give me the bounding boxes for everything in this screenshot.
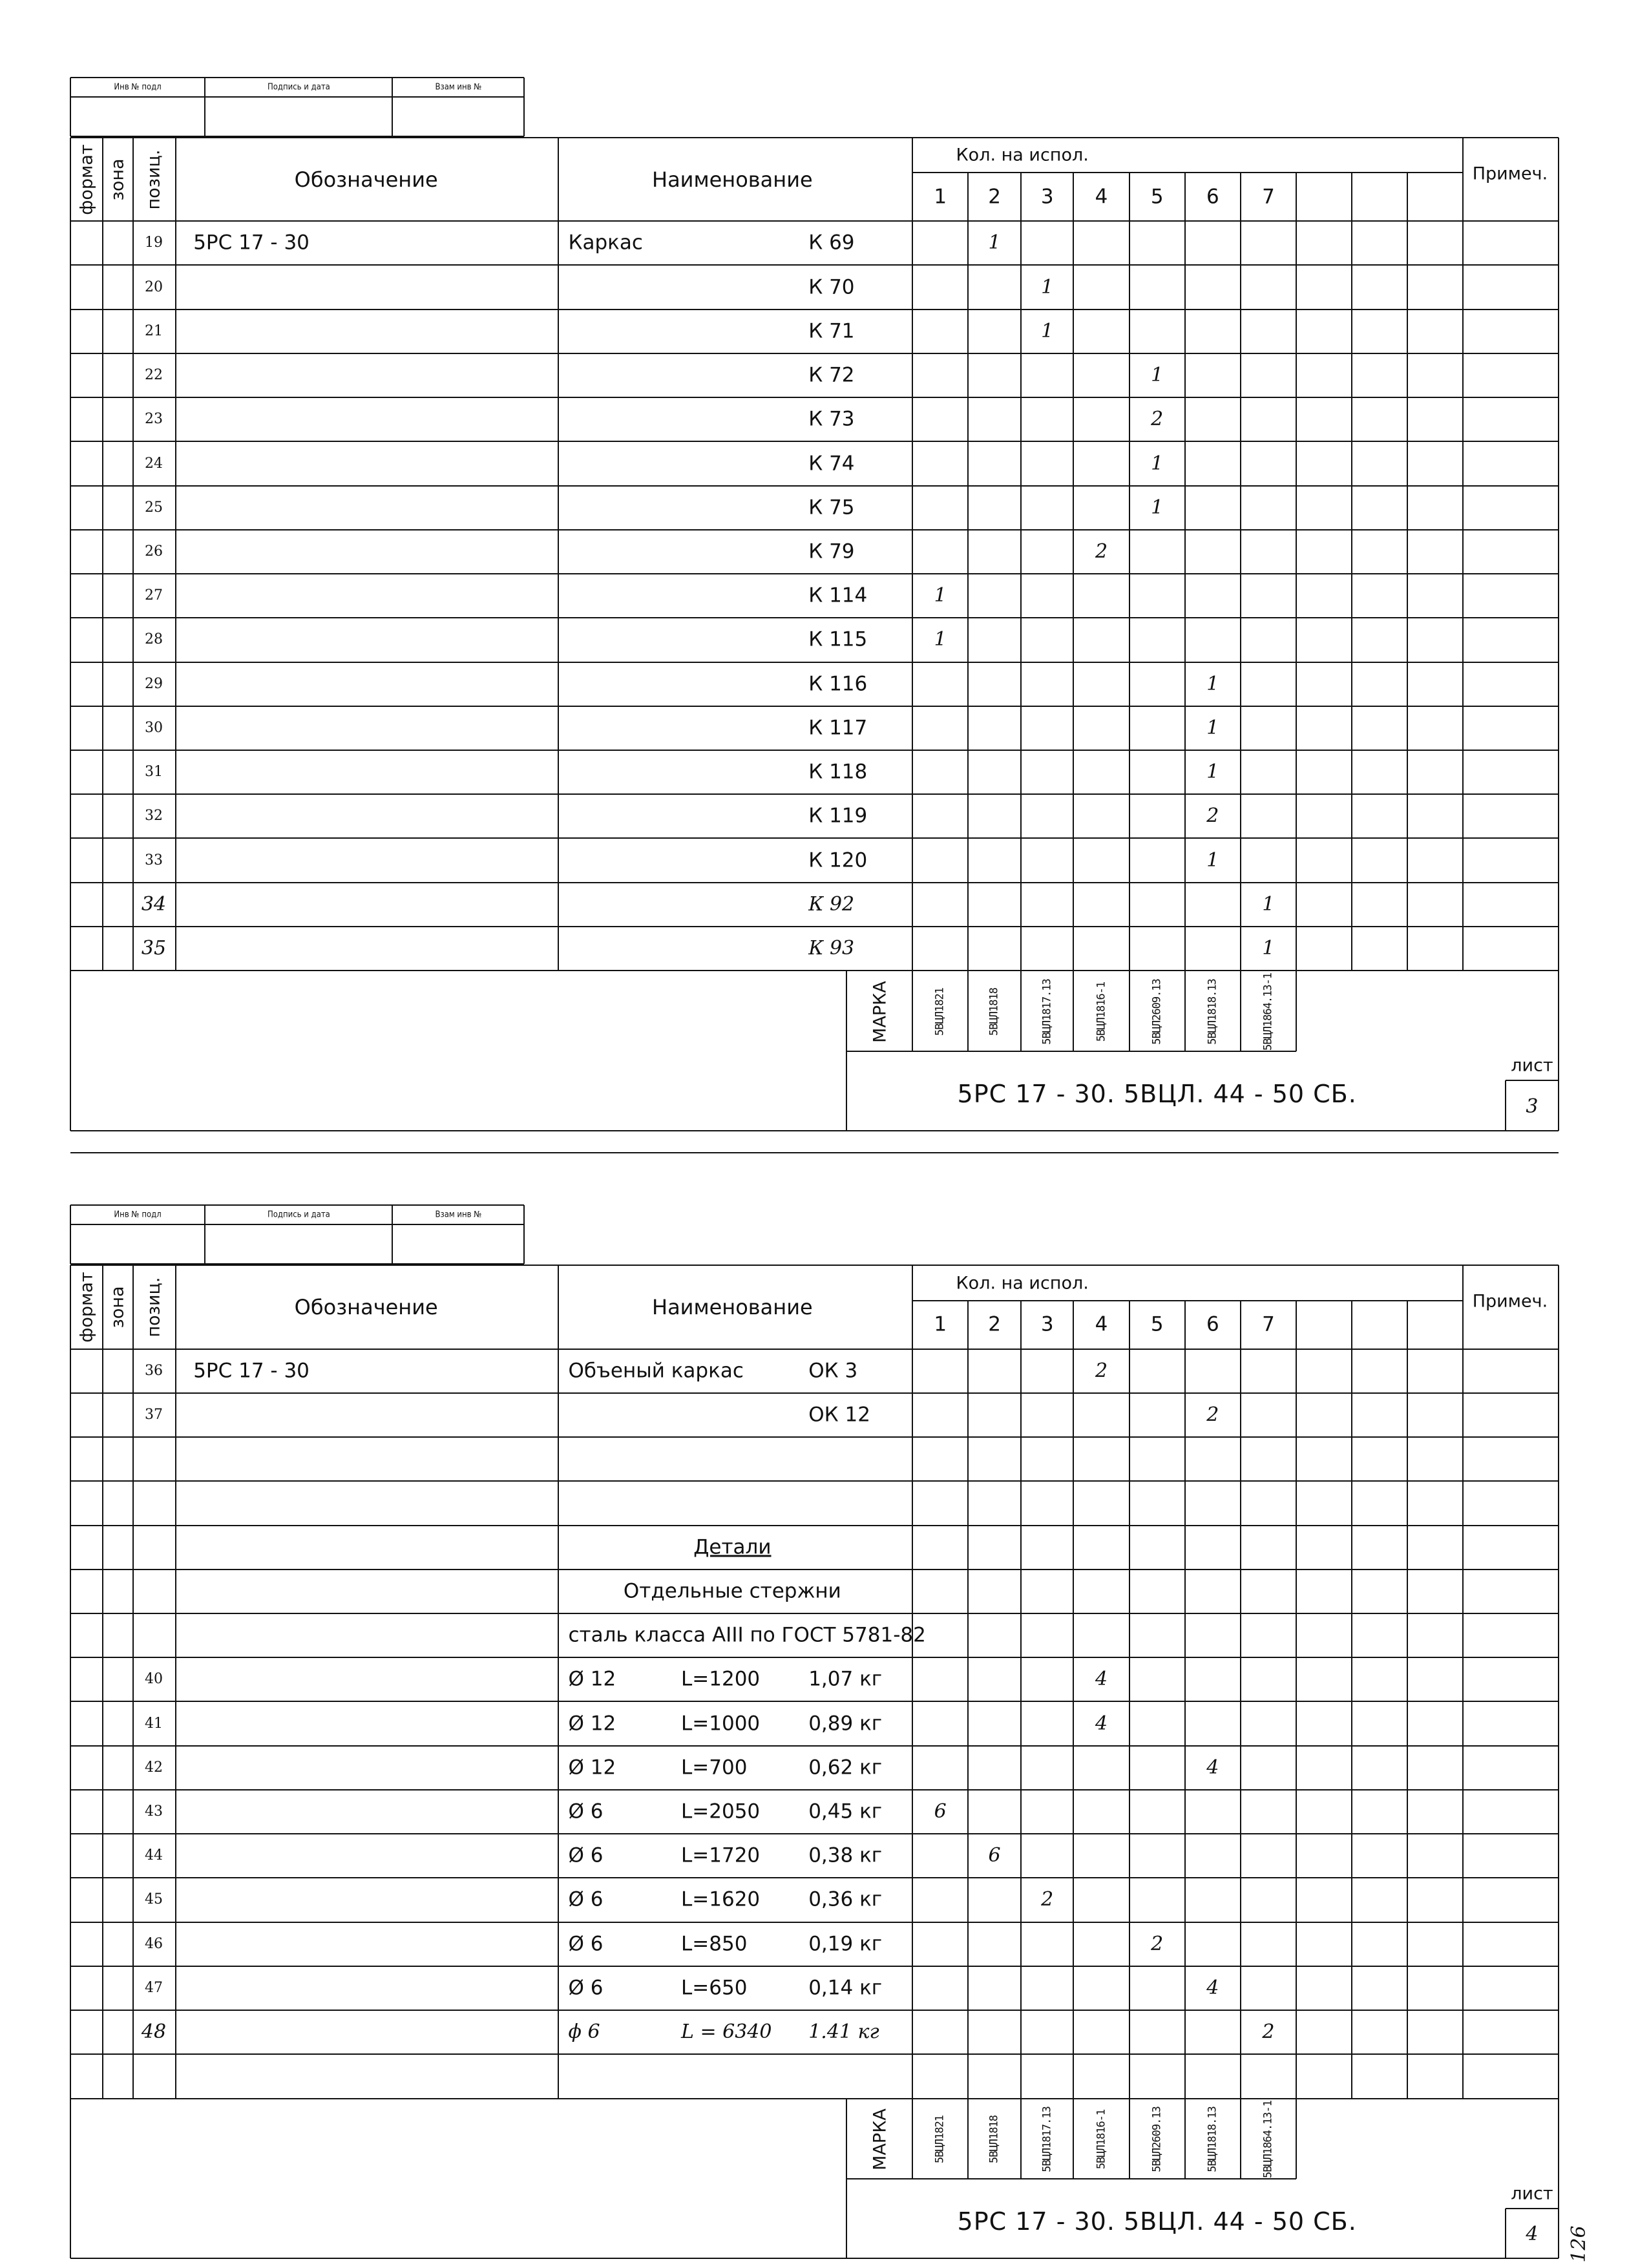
mark-cell: ОК 12 [808, 1403, 870, 1427]
position-number: 35 [141, 937, 167, 960]
position-number: 48 [141, 2021, 167, 2044]
bar-length: L=1200 [681, 1667, 761, 1691]
sheet-label: лист [1511, 1055, 1553, 1076]
position-number: 40 [145, 1671, 163, 1688]
rule-line [1073, 2099, 1074, 2179]
rule-line [70, 78, 71, 136]
section-heading: Отдельные стержни [623, 1579, 841, 1603]
header-designation: Обозначение [294, 1295, 438, 1320]
rule-line [204, 78, 205, 136]
version-mark: 5ВЦЛ1818.13 [1206, 978, 1219, 1045]
name-cell: Каркас [568, 231, 643, 255]
header-version-3: 3 [1040, 185, 1054, 209]
rule-line [70, 2258, 1559, 2259]
qty-version-3: 1 [1041, 319, 1054, 342]
rule-line [558, 1265, 559, 2098]
header-name: Наименование [652, 1295, 813, 1320]
mark-cell: К 116 [808, 672, 868, 696]
position-number: 24 [145, 455, 163, 472]
version-mark: 5ВЦЛ1821 [933, 2116, 947, 2163]
version-mark: 5ВЦЛ1821 [933, 987, 947, 1036]
position-number: 37 [145, 1406, 163, 1423]
version-mark: 5ВЦЛ1816-1 [1095, 982, 1108, 1042]
bar-diameter: Ø 12 [568, 1712, 616, 1736]
rule-line [558, 138, 559, 971]
rule-line [70, 1833, 1559, 1834]
position-number: 23 [145, 411, 163, 428]
rule-line [70, 617, 1559, 618]
rule-line [70, 137, 1559, 138]
bar-diameter: Ø 6 [568, 1800, 604, 1823]
qty-version-6: 1 [1206, 761, 1219, 784]
version-mark: 5ВЦЛ1864.13-1 [1261, 972, 1275, 1051]
qty-version-6: 4 [1206, 1976, 1219, 1999]
rule-line [70, 662, 1559, 663]
rule-line [70, 1130, 1559, 1131]
marka-label: МАРКА [870, 980, 890, 1043]
rule-line [70, 96, 525, 98]
rule-line [1296, 1301, 1297, 2099]
header-version-5: 5 [1150, 1312, 1164, 1336]
bar-diameter: Ø 6 [568, 1932, 604, 1956]
rule-line [70, 1392, 1559, 1394]
position-number: 47 [145, 1979, 163, 1996]
qty-version-5: 2 [1151, 1932, 1164, 1955]
bar-length: L=850 [681, 1932, 748, 1956]
qty-version-6: 1 [1206, 716, 1219, 739]
rule-line [1073, 971, 1074, 1051]
header-version-4: 4 [1095, 1312, 1108, 1336]
position-number: 28 [145, 631, 163, 648]
header-name: Наименование [652, 167, 813, 192]
header-version-6: 6 [1206, 185, 1219, 209]
rule-line [175, 138, 176, 971]
mark-cell: К 93 [808, 937, 855, 960]
bar-length: L=1720 [681, 1843, 761, 1867]
mark-cell: К 120 [808, 848, 868, 872]
rule-line [70, 926, 1559, 927]
rule-line [70, 485, 1559, 487]
header-version-7: 7 [1262, 1312, 1275, 1336]
rule-line [912, 1265, 913, 2098]
rule-line [70, 793, 1559, 795]
rule-line [70, 1480, 1559, 1482]
bar-diameter: Ø 12 [568, 1667, 616, 1691]
bar-mass: 0,19 кг [808, 1932, 883, 1956]
header-notes: Примеч. [1472, 1291, 1548, 1312]
qty-version-2: 6 [988, 1844, 1001, 1867]
rule-line [70, 1436, 1559, 1438]
rule-line [70, 264, 1559, 266]
rule-line [70, 837, 1559, 839]
version-mark: 5ВЦЛ2609.13 [1150, 978, 1164, 1045]
mark-cell: К 73 [808, 407, 855, 431]
header-version-3: 3 [1040, 1312, 1054, 1336]
bar-mass: 0,36 кг [808, 1887, 883, 1911]
rule-line [70, 220, 1559, 222]
rule-line [967, 1301, 969, 2099]
version-mark: 5ВЦЛ2609.13 [1150, 2106, 1164, 2172]
rule-line [70, 2098, 1559, 2099]
header-zone: зона [107, 1286, 128, 1328]
rule-line [1129, 971, 1130, 1051]
bar-length: L=700 [681, 1756, 748, 1780]
bar-length: L=1000 [681, 1712, 761, 1736]
rule-line [70, 1745, 1559, 1747]
position-number: 20 [145, 278, 163, 295]
stamp-replace-inv: Взам инв № [435, 82, 482, 92]
rule-line [1073, 1301, 1074, 2099]
rule-line [1129, 2099, 1130, 2179]
mark-cell: К 118 [808, 760, 868, 784]
bar-diameter: ϕ 6 [568, 2021, 600, 2044]
rule-line [70, 1224, 525, 1225]
rule-line [912, 2099, 913, 2179]
bar-mass: 0,38 кг [808, 1843, 883, 1867]
rule-line [1129, 1301, 1130, 2099]
rule-line [1184, 173, 1186, 971]
document-code: 5РС 17 - 30. 5ВЦЛ. 44 - 50 СБ. [957, 2207, 1357, 2236]
rule-line [70, 1152, 1559, 1153]
mark-cell: К 74 [808, 452, 855, 476]
header-version-5: 5 [1150, 185, 1164, 209]
rule-line [1505, 2209, 1506, 2259]
position-number: 41 [145, 1715, 163, 1732]
position-number: 32 [145, 808, 163, 824]
stamp-inv-podl: Инв № подл [114, 1210, 162, 1220]
mark-cell: К 70 [808, 275, 855, 299]
mark-cell: К 114 [808, 583, 868, 607]
qty-version-6: 2 [1206, 804, 1219, 828]
mark-cell: К 75 [808, 496, 855, 520]
qty-version-6: 1 [1206, 672, 1219, 695]
rule-line [1020, 1301, 1022, 2099]
rule-line [1296, 971, 1297, 1051]
marka-label: МАРКА [870, 2108, 890, 2170]
qty-version-4: 4 [1095, 1712, 1108, 1735]
designation-cell: 5РС 17 - 30 [193, 1359, 310, 1383]
rule-line [70, 1569, 1559, 1570]
rule-line [70, 397, 1559, 398]
rule-line [70, 750, 1559, 751]
position-number: 21 [145, 322, 163, 339]
rule-line [1558, 138, 1559, 1131]
stamp-signature-date: Подпись и дата [267, 1210, 330, 1220]
rule-line [1020, 173, 1022, 971]
qty-version-5: 1 [1151, 452, 1164, 475]
rule-line [70, 1922, 1559, 1923]
position-number: 31 [145, 764, 163, 781]
position-number: 27 [145, 587, 163, 604]
rule-line [70, 1789, 1559, 1790]
stamp-signature-date: Подпись и дата [267, 82, 330, 92]
rule-line [912, 172, 1463, 173]
side-note: 126 [1567, 2225, 1590, 2263]
bar-length: L = 6340 [681, 2021, 772, 2044]
header-version-2: 2 [988, 1312, 1001, 1336]
header-qty-per-version: Кол. на испол. [956, 145, 1089, 165]
position-number: 44 [145, 1847, 163, 1864]
qty-version-1: 1 [934, 584, 947, 607]
position-number: 42 [145, 1759, 163, 1776]
rule-line [70, 882, 1559, 883]
rule-line [70, 1205, 71, 1264]
header-position: позиц. [143, 1277, 164, 1338]
position-number: 30 [145, 719, 163, 736]
bar-mass: 0,62 кг [808, 1756, 883, 1780]
bar-length: L=1620 [681, 1887, 761, 1911]
bar-length: L=650 [681, 1976, 748, 2000]
rule-line [846, 1051, 1296, 1052]
qty-version-7: 1 [1262, 892, 1275, 916]
bar-diameter: Ø 12 [568, 1756, 616, 1780]
header-qty-per-version: Кол. на испол. [956, 1273, 1089, 1294]
qty-version-6: 2 [1206, 1403, 1219, 1426]
rule-line [1184, 1301, 1186, 2099]
rule-line [70, 529, 1559, 530]
mark-cell: К 115 [808, 627, 868, 651]
header-version-2: 2 [988, 185, 1001, 209]
mark-cell: К 71 [808, 319, 855, 343]
rule-line [1505, 1080, 1506, 1131]
rule-line [132, 1265, 134, 2098]
qty-version-7: 2 [1262, 2021, 1275, 2044]
mark-cell: К 79 [808, 540, 855, 563]
header-format: формат [76, 1272, 97, 1343]
rule-line [523, 78, 525, 136]
qty-version-5: 1 [1151, 364, 1164, 387]
rule-line [70, 138, 71, 1131]
mark-cell: К 92 [808, 892, 855, 916]
position-number: 43 [145, 1803, 163, 1820]
mark-cell: ОК 3 [808, 1359, 858, 1383]
position-number: 34 [141, 892, 167, 916]
sheet-label: лист [1511, 2183, 1553, 2204]
position-number: 46 [145, 1935, 163, 1952]
header-zone: зона [107, 158, 128, 201]
rule-line [912, 971, 913, 1051]
qty-version-5: 2 [1151, 408, 1164, 431]
bar-diameter: Ø 6 [568, 1843, 604, 1867]
version-mark: 5ВЦЛ1816-1 [1095, 2109, 1108, 2170]
mark-cell: К 119 [808, 804, 868, 828]
qty-version-3: 2 [1041, 1888, 1054, 1911]
position-number: 19 [145, 235, 163, 251]
bar-mass: 1,07 кг [808, 1667, 883, 1691]
header-format: формат [76, 143, 97, 215]
version-mark: 5ВЦЛ1864.13-1 [1261, 2100, 1275, 2178]
document-code: 5РС 17 - 30. 5ВЦЛ. 44 - 50 СБ. [957, 1079, 1357, 1108]
section-heading: Детали [693, 1535, 772, 1559]
rule-line [912, 138, 913, 971]
bar-diameter: Ø 6 [568, 1887, 604, 1911]
rule-line [1240, 173, 1241, 971]
qty-version-4: 2 [1095, 1359, 1108, 1382]
version-mark: 5ВЦЛ1818.13 [1206, 2106, 1219, 2172]
bar-mass: 1.41 кг [808, 2021, 879, 2044]
position-number: 26 [145, 543, 163, 560]
version-mark: 5ВЦЛ1817.13 [1040, 978, 1054, 1045]
rule-line [967, 971, 969, 1051]
header-designation: Обозначение [294, 167, 438, 192]
rule-line [70, 353, 1559, 354]
rule-line [175, 1265, 176, 2098]
sheet-number: 4 [1526, 2223, 1539, 2246]
name-cell: Объеный каркас [568, 1359, 744, 1383]
rule-line [1073, 173, 1074, 971]
rule-line [70, 706, 1559, 707]
version-mark: 5ВЦЛ1818 [987, 987, 1001, 1036]
rule-line [70, 1525, 1559, 1526]
version-mark: 5ВЦЛ1818 [987, 2116, 1001, 2163]
rule-line [70, 2053, 1559, 2055]
header-version-1: 1 [934, 1312, 947, 1336]
rule-line [70, 1265, 1559, 1266]
mark-cell: К 72 [808, 363, 855, 387]
qty-version-1: 1 [934, 628, 947, 651]
rule-line [967, 2099, 969, 2179]
rule-line [1506, 1080, 1559, 1081]
qty-version-5: 1 [1151, 496, 1164, 519]
rule-line [1296, 173, 1297, 971]
rule-line [70, 1265, 71, 2258]
rule-line [1240, 2099, 1241, 2179]
bar-mass: 0,45 кг [808, 1800, 883, 1823]
qty-version-1: 6 [934, 1800, 947, 1823]
stamp-inv-podl: Инв № подл [114, 82, 162, 92]
header-version-1: 1 [934, 185, 947, 209]
rule-line [204, 1205, 205, 1264]
rule-line [70, 1657, 1559, 1658]
rule-line [523, 1205, 525, 1264]
position-number: 22 [145, 367, 163, 384]
rule-line [1020, 971, 1022, 1051]
rule-line [102, 138, 103, 971]
bar-diameter: Ø 6 [568, 1976, 604, 2000]
rule-line [1407, 173, 1408, 971]
rule-line [1462, 138, 1464, 971]
mark-cell: К 117 [808, 716, 868, 740]
rule-line [1240, 1301, 1241, 2099]
rule-line [70, 1966, 1559, 1967]
rule-line [1296, 2099, 1297, 2179]
mark-cell: К 69 [808, 231, 855, 255]
rule-line [1506, 2208, 1559, 2209]
rule-line [70, 573, 1559, 574]
rule-line [70, 2010, 1559, 2011]
rule-line [70, 1701, 1559, 1702]
qty-version-7: 1 [1262, 937, 1275, 960]
rule-line [70, 77, 525, 78]
rule-line [392, 1205, 393, 1264]
header-version-6: 6 [1206, 1312, 1219, 1336]
header-version-4: 4 [1095, 185, 1108, 209]
rule-line [1462, 1265, 1464, 2098]
material-spec: сталь класса АIII по ГОСТ 5781-82 [568, 1623, 926, 1647]
rule-line [1020, 2099, 1022, 2179]
rule-line [1351, 173, 1352, 971]
position-number: 45 [145, 1891, 163, 1908]
version-mark: 5ВЦЛ1817.13 [1040, 2106, 1054, 2172]
qty-version-6: 4 [1206, 1756, 1219, 1779]
designation-cell: 5РС 17 - 30 [193, 231, 310, 255]
rule-line [392, 78, 393, 136]
rule-line [1240, 971, 1241, 1051]
sheet-number: 3 [1526, 1095, 1539, 1118]
qty-version-4: 4 [1095, 1668, 1108, 1691]
header-version-7: 7 [1262, 185, 1275, 209]
rule-line [70, 441, 1559, 442]
rule-line [967, 173, 969, 971]
header-notes: Примеч. [1472, 163, 1548, 184]
rule-line [70, 1877, 1559, 1878]
rule-line [132, 138, 134, 971]
qty-version-2: 1 [988, 231, 1001, 255]
rule-line [1407, 1301, 1408, 2099]
rule-line [1558, 1265, 1559, 2258]
rule-line [70, 1204, 525, 1206]
position-number: 33 [145, 852, 163, 868]
qty-version-3: 1 [1041, 275, 1054, 299]
rule-line [70, 1349, 1559, 1350]
rule-line [102, 1265, 103, 2098]
rule-line [70, 1613, 1559, 1614]
qty-version-6: 1 [1206, 848, 1219, 872]
position-number: 29 [145, 675, 163, 692]
position-number: 36 [145, 1362, 163, 1379]
rule-line [70, 970, 1559, 971]
rule-line [70, 309, 1559, 310]
rule-line [1184, 971, 1186, 1051]
rule-line [912, 1300, 1463, 1301]
bar-length: L=2050 [681, 1800, 761, 1823]
rule-line [1184, 2099, 1186, 2179]
rule-line [1351, 1301, 1352, 2099]
stamp-replace-inv: Взам инв № [435, 1210, 482, 1220]
qty-version-4: 2 [1095, 540, 1108, 563]
header-position: позиц. [143, 149, 164, 210]
rule-line [846, 2178, 1296, 2179]
bar-mass: 0,14 кг [808, 1976, 883, 2000]
bar-mass: 0,89 кг [808, 1712, 883, 1736]
position-number: 25 [145, 499, 163, 516]
rule-line [1129, 173, 1130, 971]
